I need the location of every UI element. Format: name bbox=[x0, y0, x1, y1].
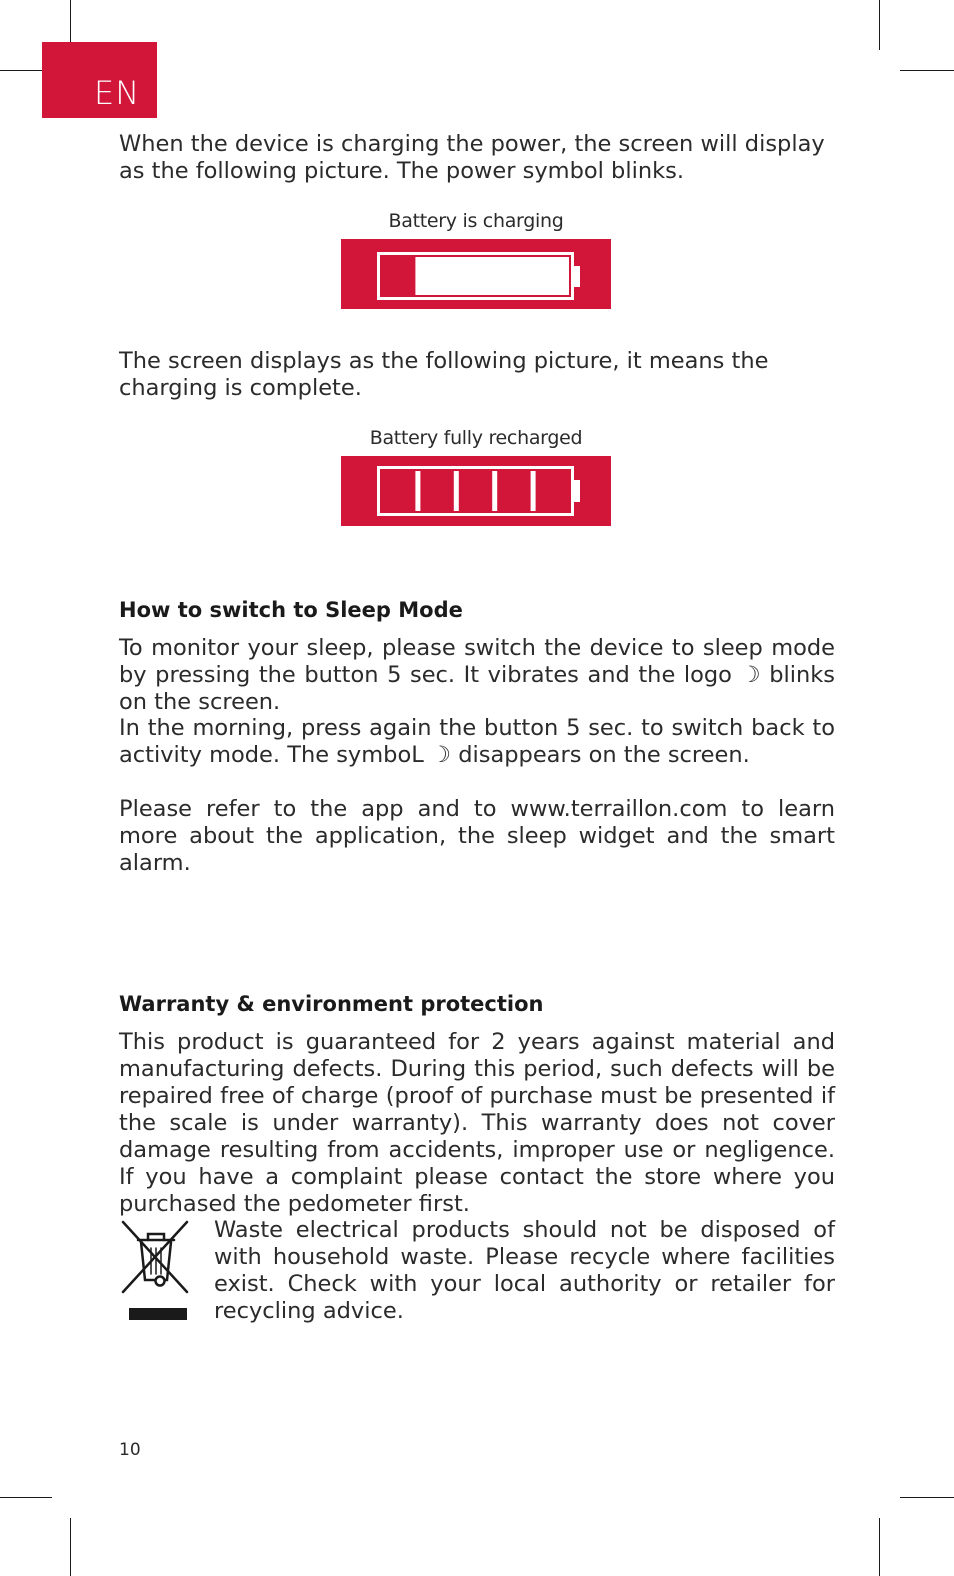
battery-tip bbox=[572, 266, 580, 287]
battery-tip bbox=[572, 480, 580, 502]
warranty-heading: Warranty & environment protection bbox=[119, 992, 544, 1016]
sleep-paragraph-3: Please refer to the app and to www.terraillon.com to learn more about the application, the sleep widget and the smart alarm. bbox=[119, 796, 835, 876]
crop-mark bbox=[879, 1518, 880, 1576]
battery-full-figure bbox=[341, 456, 611, 526]
battery-segment bbox=[382, 471, 415, 511]
charged-caption: Battery fully recharged bbox=[369, 427, 583, 449]
battery-segment bbox=[459, 471, 492, 511]
crop-mark bbox=[70, 1518, 71, 1576]
weee-paragraph: Waste electrical products should not be disposed of with household waste. Please recycle where facilities exist. Check with your local authority or retailer for recycling advice. bbox=[214, 1217, 835, 1324]
crop-mark bbox=[900, 1497, 954, 1498]
sleep-paragraph-2: In the morning, press again the button 5 sec. to switch back to activity mode. The symboL ☽ disappears on the screen. bbox=[119, 715, 835, 768]
crop-mark bbox=[900, 70, 954, 71]
crop-mark bbox=[879, 0, 880, 50]
charging-caption: Battery is charging bbox=[388, 210, 564, 232]
sleep-paragraph-1: To monitor your sleep, please switch the device to sleep mode by pressing the button 5 sec. It vibrates and the logo ☽ blinks on the screen. bbox=[119, 635, 835, 715]
weee-bin-icon bbox=[120, 1220, 192, 1330]
battery-segment bbox=[497, 471, 530, 511]
battery-segment bbox=[420, 471, 453, 511]
battery-charging-icon bbox=[341, 239, 611, 309]
battery-segment bbox=[382, 257, 415, 295]
sleep-mode-heading: How to switch to Sleep Mode bbox=[119, 598, 463, 622]
charged-intro: The screen displays as the following picture, it means the charging is complete. bbox=[119, 348, 769, 401]
page-number: 10 bbox=[119, 1440, 141, 1460]
language-label: EN bbox=[94, 74, 141, 112]
battery-charging-figure bbox=[341, 239, 611, 309]
language-tab bbox=[42, 42, 157, 118]
battery-full-icon bbox=[341, 456, 611, 526]
warranty-paragraph: This product is guaranteed for 2 years against material and manufacturing defects. During this period, such defects will be repaired free of charge (proof of purchase must be presented if the scale is under warranty). This warranty does not cover damage resulting from accidents, improper use or negligence. If you have a complaint please contact the store where you purchased the pedometer first. bbox=[119, 1029, 835, 1217]
battery-segment bbox=[536, 471, 569, 511]
crop-mark bbox=[0, 1497, 52, 1498]
charging-intro: When the device is charging the power, the screen will display as the following picture. The power symbol blinks. bbox=[119, 131, 825, 184]
